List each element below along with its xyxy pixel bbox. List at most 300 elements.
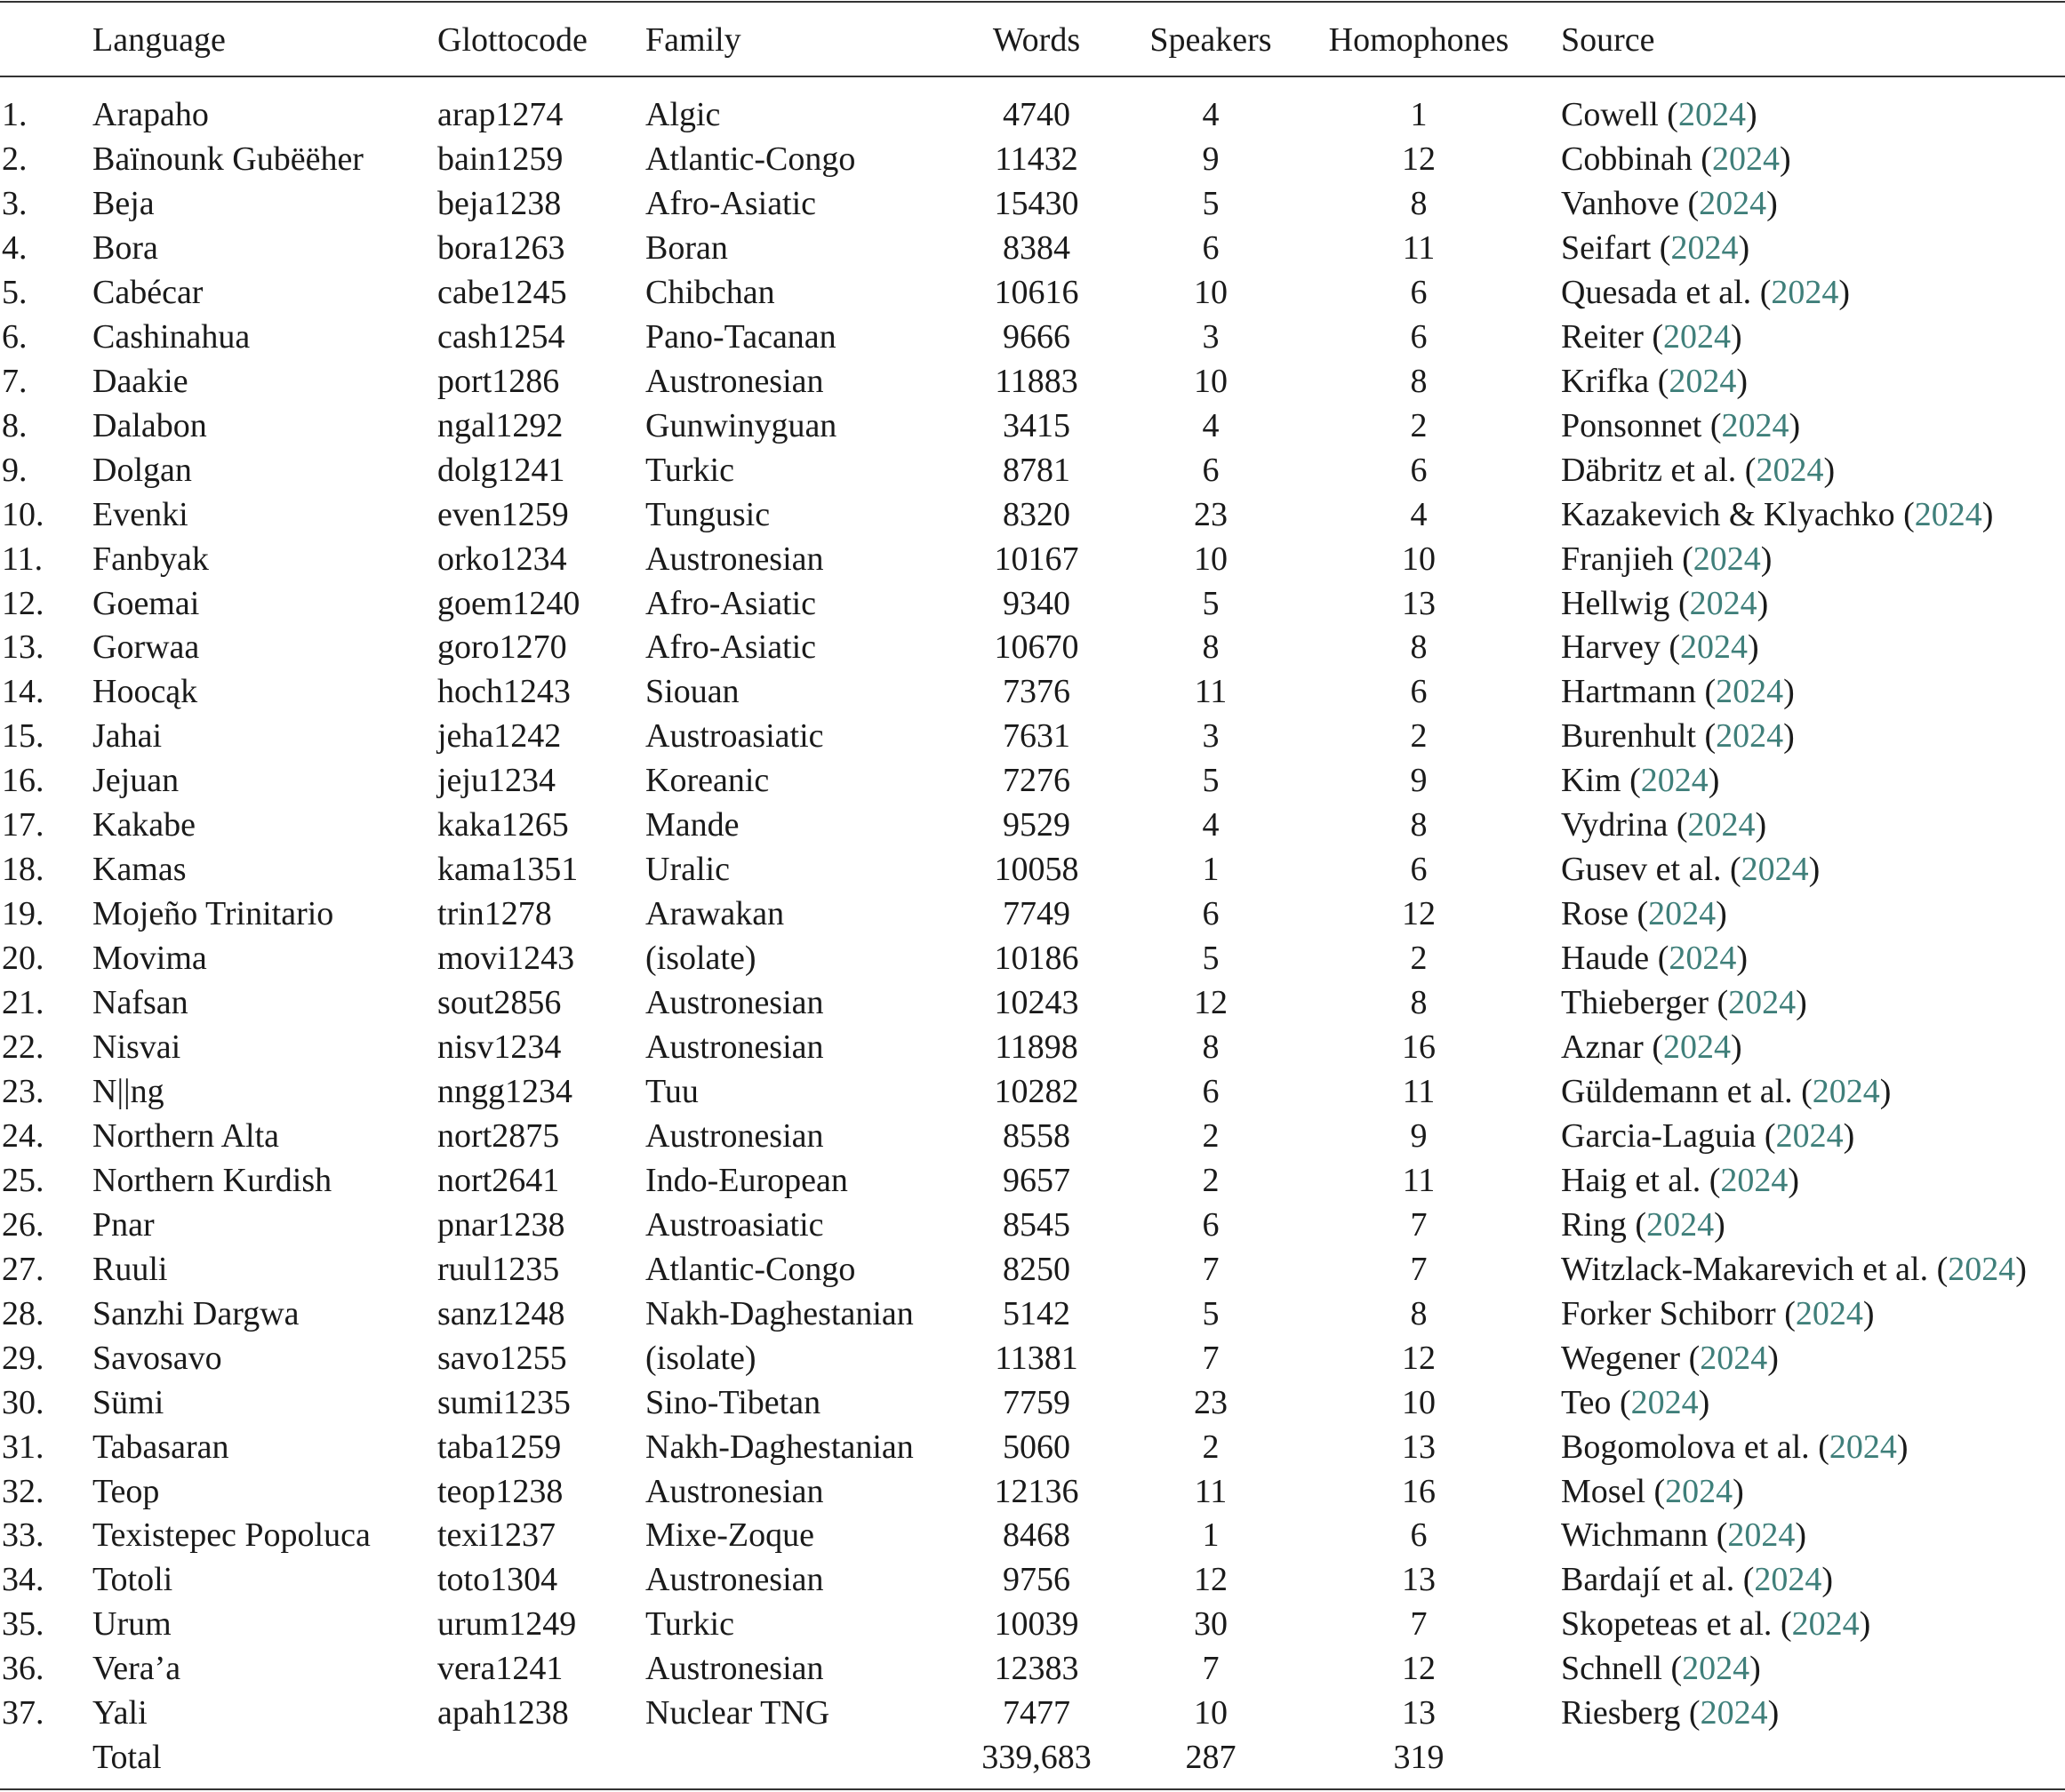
table-row (0, 1025, 2065, 1069)
homophone-count: 6 (1410, 451, 1428, 489)
source-author: Ring (1561, 1205, 1627, 1244)
source-year-link[interactable]: 2024 (1914, 495, 1982, 533)
source-year-link[interactable]: 2024 (1670, 228, 1739, 267)
table-row (0, 1336, 2065, 1380)
source-year-link[interactable]: 2024 (1741, 851, 1809, 889)
glottocode: urum1249 (437, 1605, 577, 1644)
source-author: Kazakevich & Klyachko (1561, 495, 1895, 533)
source-year-link[interactable]: 2024 (1630, 1383, 1699, 1421)
source-year-link[interactable]: 2024 (1699, 184, 1767, 222)
source-year-link[interactable]: 2024 (1795, 1294, 1863, 1332)
source-author: Wichmann (1561, 1516, 1709, 1555)
speaker-count: 12 (1194, 984, 1228, 1021)
source-citation: Cobbinah (2024) (1561, 140, 1791, 178)
homophone-count: 7 (1410, 1250, 1428, 1288)
language-family: Pano-Tacanan (645, 317, 836, 356)
glottocode: sanz1248 (437, 1294, 565, 1332)
source-year-link[interactable]: 2024 (1791, 1605, 1860, 1644)
source-year-link[interactable]: 2024 (1663, 1028, 1731, 1066)
language-family: Nuclear TNG (645, 1694, 830, 1732)
word-count: 11898 (995, 1028, 1078, 1066)
homophone-count: 2 (1410, 940, 1428, 978)
source-year-link[interactable]: 2024 (1716, 717, 1784, 756)
homophone-count: 8 (1410, 362, 1428, 400)
language-family: Arawakan (645, 895, 785, 933)
word-count: 15430 (994, 184, 1079, 222)
header-glottocode: Glottocode (437, 21, 588, 59)
speaker-count: 7 (1202, 1250, 1220, 1288)
speaker-count: 6 (1202, 451, 1220, 489)
source-citation: Haude (2024) (1561, 940, 1748, 978)
speaker-count: 4 (1202, 96, 1220, 133)
language-family: Algic (645, 96, 721, 133)
source-citation: Gusev et al. (2024) (1561, 851, 1821, 889)
language-name: Northern Alta (92, 1116, 280, 1155)
source-citation: Skopeteas et al. (2024) (1561, 1605, 1871, 1644)
header-homophones: Homophones (1328, 21, 1509, 59)
language-family: Austronesian (645, 1650, 824, 1688)
speaker-count: 5 (1202, 1294, 1220, 1332)
source-year-link[interactable]: 2024 (1771, 273, 1839, 311)
speaker-count: 4 (1202, 806, 1220, 844)
row-number: 3. (2, 184, 28, 222)
glottocode: orko1234 (437, 540, 567, 578)
word-count: 8320 (1003, 495, 1070, 533)
header-source: Source (1561, 21, 1655, 59)
source-citation: Ponsonnet (2024) (1561, 406, 1801, 444)
table-row (0, 1691, 2065, 1735)
glottocode: savo1255 (437, 1339, 567, 1377)
table-row (0, 226, 2065, 270)
glottocode: bora1263 (437, 228, 565, 267)
word-count: 9529 (1003, 806, 1070, 844)
source-citation: Garcia-Laguia (2024) (1561, 1116, 1855, 1155)
word-count: 10039 (994, 1605, 1079, 1644)
language-name: Ruuli (92, 1250, 168, 1288)
language-family: Mixe-Zoque (645, 1516, 814, 1555)
language-name: Nisvai (92, 1028, 181, 1066)
source-author: Thieberger (1561, 984, 1709, 1021)
language-name: Beja (92, 184, 155, 222)
row-number: 33. (2, 1516, 44, 1555)
glottocode: taba1259 (437, 1428, 562, 1466)
source-citation: Bardají et al. (2024) (1561, 1561, 1834, 1599)
language-name: Vera’a (92, 1650, 181, 1688)
source-citation: Hartmann (2024) (1561, 673, 1795, 711)
row-number: 10. (2, 495, 44, 533)
row-number: 25. (2, 1161, 44, 1199)
source-citation: Mosel (2024) (1561, 1472, 1744, 1510)
total-label: Total (92, 1739, 162, 1777)
source-citation: Kazakevich & Klyachko (2024) (1561, 495, 1994, 533)
glottocode: dolg1241 (437, 451, 565, 489)
table-row (0, 625, 2065, 669)
source-author: Cowell (1561, 96, 1659, 133)
language-name: Yali (92, 1694, 148, 1732)
table-row (0, 181, 2065, 226)
glottocode: kaka1265 (437, 806, 569, 844)
source-author: Rose (1561, 895, 1629, 933)
homophone-count: 1 (1410, 96, 1428, 133)
language-family: Indo-European (645, 1161, 848, 1199)
language-family: Tungusic (645, 495, 771, 533)
source-author: Skopeteas et al. (1561, 1605, 1773, 1644)
speaker-count: 5 (1202, 584, 1220, 622)
source-year-link[interactable]: 2024 (1700, 1694, 1768, 1732)
language-family: Chibchan (645, 273, 775, 311)
table-row (0, 448, 2065, 492)
source-year-link[interactable]: 2024 (1727, 1516, 1796, 1555)
source-author: Reiter (1561, 317, 1644, 356)
glottocode: ngal1292 (437, 406, 564, 444)
language-family: (isolate) (645, 940, 756, 978)
language-name: Northern Kurdish (92, 1161, 332, 1199)
source-year-link[interactable]: 2024 (1689, 584, 1757, 622)
source-citation: Harvey (2024) (1561, 628, 1759, 667)
language-name: Hoocąk (92, 673, 198, 711)
table-row (0, 714, 2065, 758)
row-number: 24. (2, 1116, 44, 1155)
source-year-link[interactable]: 2024 (1640, 762, 1709, 800)
glottocode: bain1259 (437, 140, 564, 178)
table-row (0, 847, 2065, 892)
row-number: 15. (2, 717, 44, 756)
language-family: Boran (645, 228, 728, 267)
language-family: Mande (645, 806, 740, 844)
speaker-count: 11 (1194, 1472, 1228, 1510)
glottocode: pnar1238 (437, 1205, 565, 1244)
homophone-count: 6 (1410, 1516, 1428, 1555)
speaker-count: 1 (1202, 1516, 1220, 1555)
source-year-link[interactable]: 2024 (1812, 1072, 1880, 1110)
table-row (0, 892, 2065, 936)
table-row (0, 581, 2065, 626)
language-name: Savosavo (92, 1339, 222, 1377)
source-year-link[interactable]: 2024 (1711, 140, 1780, 178)
speaker-count: 10 (1194, 540, 1228, 578)
language-family: Atlantic-Congo (645, 140, 856, 178)
table-row (0, 1513, 2065, 1557)
homophone-count: 6 (1410, 851, 1428, 889)
homophone-count: 13 (1402, 584, 1436, 622)
speaker-count: 3 (1202, 317, 1220, 356)
language-name: Texistepec Popoluca (92, 1516, 371, 1555)
speaker-count: 6 (1202, 1205, 1220, 1244)
homophone-count: 11 (1402, 1161, 1436, 1199)
source-author: Ponsonnet (1561, 406, 1702, 444)
language-name: Baïnounk Gubëëher (92, 140, 364, 178)
total-words: 339,683 (981, 1739, 1092, 1777)
source-year-link[interactable]: 2024 (1663, 317, 1732, 356)
word-count: 8781 (1003, 451, 1070, 489)
glottocode: sumi1235 (437, 1383, 571, 1421)
speaker-count: 6 (1202, 1072, 1220, 1110)
glottocode: kama1351 (437, 851, 579, 889)
speaker-count: 7 (1202, 1339, 1220, 1377)
language-name: Cashinahua (92, 317, 251, 356)
language-name: Tabasaran (92, 1428, 229, 1466)
table-row (0, 404, 2065, 448)
header-speakers: Speakers (1149, 21, 1272, 59)
table-row (0, 1602, 2065, 1646)
source-citation: Teo (2024) (1561, 1383, 1710, 1421)
language-family: Austronesian (645, 540, 824, 578)
glottocode: jeju1234 (437, 762, 556, 800)
table-top-rule (0, 1, 2065, 3)
source-author: Haig et al. (1561, 1161, 1701, 1199)
source-author: Seifart (1561, 228, 1652, 267)
word-count: 3415 (1003, 406, 1070, 444)
glottocode: teop1238 (437, 1472, 564, 1510)
homophone-count: 8 (1410, 1294, 1428, 1332)
row-number: 1. (2, 96, 28, 133)
table-row (0, 1292, 2065, 1336)
glottocode: nisv1234 (437, 1028, 562, 1066)
source-citation: Bogomolova et al. (2024) (1561, 1428, 1909, 1466)
language-name: Dolgan (92, 451, 192, 489)
word-count: 7631 (1003, 717, 1070, 756)
language-name: Kakabe (92, 806, 196, 844)
source-citation: Aznar (2024) (1561, 1028, 1742, 1066)
word-count: 7749 (1003, 895, 1070, 933)
language-name: Jejuan (92, 762, 180, 800)
source-author: Garcia-Laguia (1561, 1116, 1757, 1155)
glottocode: cabe1245 (437, 273, 567, 311)
table-row (0, 1380, 2065, 1425)
word-count: 7276 (1003, 762, 1070, 800)
language-name: Movima (92, 940, 207, 978)
homophone-count: 6 (1410, 673, 1428, 711)
word-count: 11883 (995, 362, 1078, 400)
homophone-count: 9 (1410, 1116, 1428, 1155)
table-row (0, 1247, 2065, 1292)
word-count: 8545 (1003, 1205, 1070, 1244)
source-author: Bogomolova et al. (1561, 1428, 1810, 1466)
row-number: 29. (2, 1339, 44, 1377)
source-author: Güldemann et al. (1561, 1072, 1793, 1110)
table-row (0, 1557, 2065, 1602)
source-author: Mosel (1561, 1472, 1645, 1510)
source-citation: Krifka (2024) (1561, 362, 1748, 400)
language-name: Kamas (92, 851, 187, 889)
word-count: 10243 (994, 984, 1079, 1021)
word-count: 10058 (994, 851, 1079, 889)
word-count: 4740 (1003, 96, 1070, 133)
language-family: Tuu (645, 1072, 699, 1110)
word-count: 7759 (1003, 1383, 1070, 1421)
source-author: Vydrina (1561, 806, 1669, 844)
source-year-link[interactable]: 2024 (1687, 806, 1756, 844)
language-name: Totoli (92, 1561, 173, 1599)
glottocode: hoch1243 (437, 673, 571, 711)
row-number: 4. (2, 228, 28, 267)
speaker-count: 3 (1202, 717, 1220, 756)
source-citation: Burenhult (2024) (1561, 717, 1795, 756)
source-year-link[interactable]: 2024 (1646, 1205, 1715, 1244)
table-row (0, 758, 2065, 803)
row-number: 32. (2, 1472, 44, 1510)
language-family: Austronesian (645, 362, 824, 400)
source-year-link[interactable]: 2024 (1721, 406, 1789, 444)
table-row (0, 137, 2065, 181)
source-year-link[interactable]: 2024 (1669, 940, 1737, 978)
source-year-link[interactable]: 2024 (1680, 628, 1748, 667)
speaker-count: 6 (1202, 228, 1220, 267)
source-year-link[interactable]: 2024 (1677, 96, 1746, 133)
homophone-count: 8 (1410, 984, 1428, 1021)
language-family: Austronesian (645, 1561, 824, 1599)
row-number: 11. (2, 540, 44, 578)
source-year-link[interactable]: 2024 (1716, 673, 1784, 711)
row-number: 19. (2, 895, 44, 933)
source-year-link[interactable]: 2024 (1775, 1116, 1844, 1155)
source-year-link[interactable]: 2024 (1682, 1650, 1750, 1688)
homophone-count: 13 (1402, 1561, 1436, 1599)
source-author: Gusev et al. (1561, 851, 1722, 889)
source-author: Hartmann (1561, 673, 1696, 711)
word-count: 8250 (1003, 1250, 1070, 1288)
language-name: Jahai (92, 717, 163, 756)
source-year-link[interactable]: 2024 (1948, 1250, 2016, 1288)
total-homophones: 319 (1393, 1739, 1445, 1777)
homophone-count: 6 (1410, 317, 1428, 356)
header-words: Words (992, 21, 1081, 59)
table-row (0, 1158, 2065, 1203)
speaker-count: 5 (1202, 940, 1220, 978)
row-number: 31. (2, 1428, 44, 1466)
glottocode: nort2641 (437, 1161, 560, 1199)
row-number: 37. (2, 1694, 44, 1732)
source-author: Teo (1561, 1383, 1612, 1421)
source-citation: Rose (2024) (1561, 895, 1727, 933)
language-name: Cabécar (92, 273, 204, 311)
source-author: Vanhove (1561, 184, 1679, 222)
glottocode: goem1240 (437, 584, 580, 622)
language-name: Bora (92, 228, 158, 267)
source-year-link[interactable]: 2024 (1829, 1428, 1897, 1466)
row-number: 26. (2, 1205, 44, 1244)
word-count: 10167 (994, 540, 1079, 578)
source-year-link[interactable]: 2024 (1756, 451, 1824, 489)
glottocode: beja1238 (437, 184, 562, 222)
language-family: Austroasiatic (645, 717, 824, 756)
source-citation: Forker Schiborr (2024) (1561, 1294, 1875, 1332)
word-count: 10616 (994, 273, 1079, 311)
speaker-count: 10 (1194, 273, 1228, 311)
glottocode: arap1274 (437, 96, 564, 133)
language-name: Arapaho (92, 96, 209, 133)
source-citation: Schnell (2024) (1561, 1650, 1761, 1688)
glottocode: ruul1235 (437, 1250, 560, 1288)
source-author: Däbritz et al. (1561, 451, 1737, 489)
homophone-count: 2 (1410, 717, 1428, 756)
language-family: (isolate) (645, 1339, 756, 1377)
source-citation: Hellwig (2024) (1561, 584, 1769, 622)
language-family: Afro-Asiatic (645, 584, 817, 622)
glottocode: jeha1242 (437, 717, 562, 756)
row-number: 35. (2, 1605, 44, 1644)
word-count: 7477 (1003, 1694, 1070, 1732)
source-citation: Riesberg (2024) (1561, 1694, 1780, 1732)
homophone-count: 9 (1410, 762, 1428, 800)
speaker-count: 12 (1194, 1561, 1228, 1599)
homophone-count: 7 (1410, 1605, 1428, 1644)
speaker-count: 2 (1202, 1116, 1220, 1155)
header-family: Family (645, 21, 741, 59)
source-author: Witzlack-Makarevich et al. (1561, 1250, 1929, 1288)
header-language: Language (92, 21, 226, 59)
homophone-count: 12 (1402, 140, 1436, 178)
speaker-count: 10 (1194, 362, 1228, 400)
word-count: 5060 (1003, 1428, 1070, 1466)
language-name: Teop (92, 1472, 160, 1510)
row-number: 16. (2, 762, 44, 800)
word-count: 8468 (1003, 1516, 1070, 1555)
source-year-link[interactable]: 2024 (1700, 1339, 1768, 1377)
source-year-link[interactable]: 2024 (1648, 895, 1717, 933)
source-year-link[interactable]: 2024 (1728, 984, 1797, 1021)
source-author: Riesberg (1561, 1694, 1681, 1732)
homophone-count: 8 (1410, 628, 1428, 667)
source-year-link[interactable]: 2024 (1665, 1472, 1733, 1510)
language-family: Sino-Tibetan (645, 1383, 821, 1421)
word-count: 10186 (994, 940, 1079, 978)
homophone-count: 8 (1410, 184, 1428, 222)
language-name: Pnar (92, 1205, 155, 1244)
row-number: 6. (2, 317, 28, 356)
source-citation: Franjieh (2024) (1561, 540, 1773, 578)
row-number: 21. (2, 984, 44, 1021)
glottocode: nngg1234 (437, 1072, 572, 1110)
word-count: 5142 (1003, 1294, 1070, 1332)
speaker-count: 1 (1202, 851, 1220, 889)
source-year-link[interactable]: 2024 (1720, 1161, 1789, 1199)
source-author: Haude (1561, 940, 1650, 978)
source-author: Quesada et al. (1561, 273, 1752, 311)
table-row (0, 1114, 2065, 1158)
table-row (0, 1646, 2065, 1691)
source-year-link[interactable]: 2024 (1669, 362, 1737, 400)
glottocode: goro1270 (437, 628, 567, 667)
speaker-count: 5 (1202, 184, 1220, 222)
source-citation: Quesada et al. (2024) (1561, 273, 1850, 311)
source-year-link[interactable]: 2024 (1754, 1561, 1822, 1599)
source-citation: Witzlack-Makarevich et al. (2024) (1561, 1250, 2027, 1288)
source-citation: Wegener (2024) (1561, 1339, 1779, 1377)
glottocode: even1259 (437, 495, 569, 533)
homophone-count: 10 (1402, 1383, 1436, 1421)
homophone-count: 12 (1402, 895, 1436, 933)
table-row (0, 1069, 2065, 1114)
homophone-count: 12 (1402, 1339, 1436, 1377)
language-family: Koreanic (645, 762, 770, 800)
language-family: Atlantic-Congo (645, 1250, 856, 1288)
row-number: 8. (2, 406, 28, 444)
word-count: 12136 (994, 1472, 1079, 1510)
word-count: 8558 (1003, 1116, 1070, 1155)
word-count: 11432 (995, 140, 1078, 178)
source-citation: Kim (2024) (1561, 762, 1720, 800)
source-year-link[interactable]: 2024 (1693, 540, 1761, 578)
language-family: Turkic (645, 451, 734, 489)
source-author: Bardají et al. (1561, 1561, 1735, 1599)
homophone-count: 13 (1402, 1428, 1436, 1466)
language-name: Gorwaa (92, 628, 200, 667)
word-count: 9657 (1003, 1161, 1070, 1199)
language-family: Austroasiatic (645, 1205, 824, 1244)
row-number: 17. (2, 806, 44, 844)
source-citation: Reiter (2024) (1561, 317, 1742, 356)
